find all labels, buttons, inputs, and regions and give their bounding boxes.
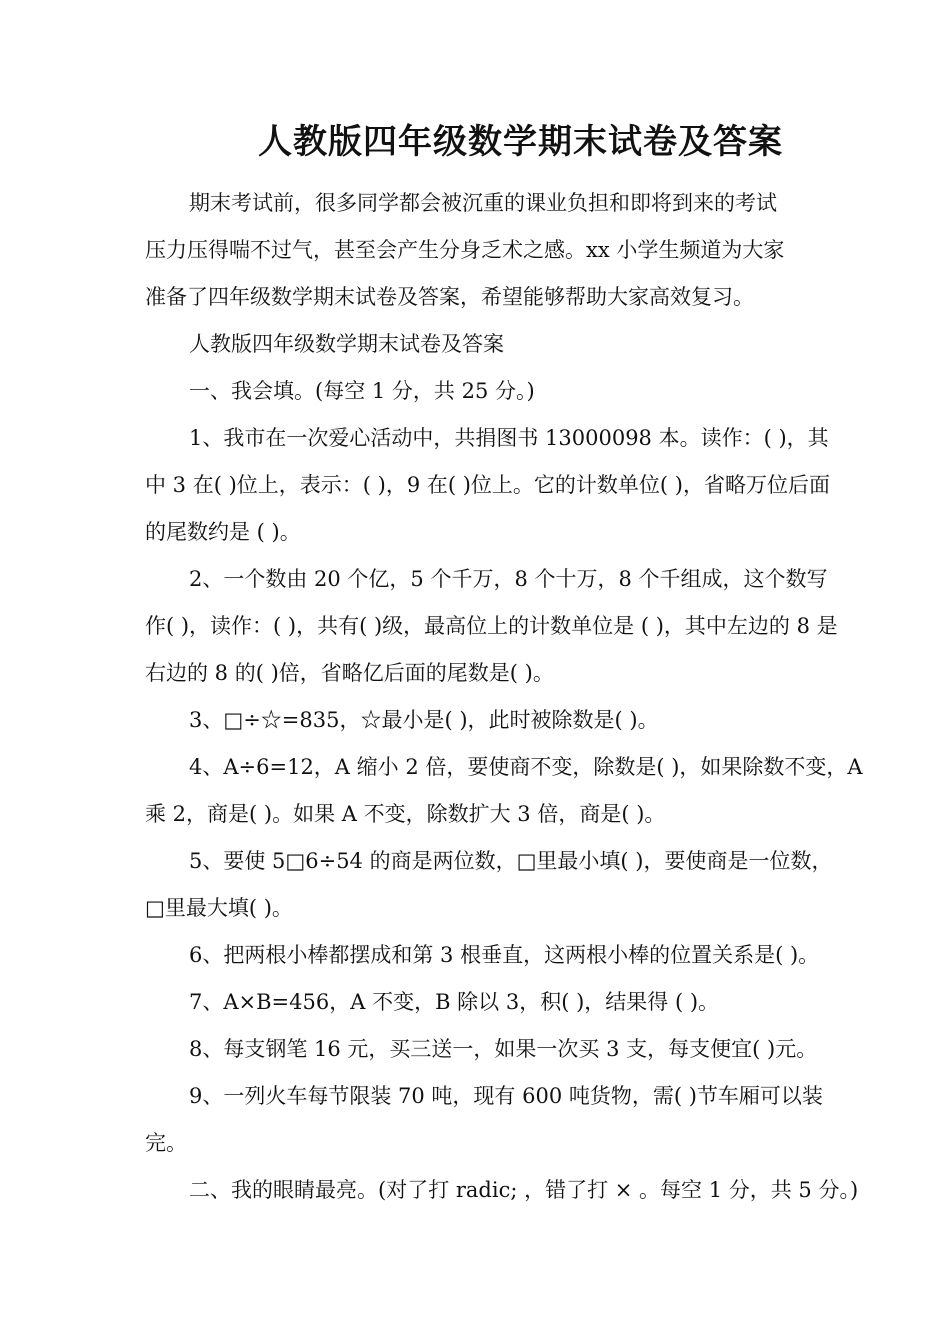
section-heading: 一、我会填。(每空 1 分，共 25 分。) [189, 379, 535, 403]
question-line: 2、一个数由 20 个亿，5 个千万，8 个十万，8 个千组成，这个数写 [189, 567, 828, 591]
paragraph-line: 人教版四年级数学期末试卷及答案 [189, 332, 504, 356]
question-line: □里最大填( )。 [145, 896, 293, 920]
question-line: 作( )，读作：( )，共有( )级，最高位上的计数单位是 ( )，其中左边的 8 是 [145, 614, 838, 638]
question-line: 3、□÷☆=835，☆最小是( )，此时被除数是( )。 [189, 708, 659, 732]
section-heading: 二、我的眼睛最亮。(对了打 radic; ，错了打 × 。每空 1 分，共 5 分。) [189, 1178, 859, 1202]
question-line: 5、要使 5□6÷54 的商是两位数，□里最小填( )，要使商是一位数， [189, 849, 833, 873]
question-line: 的尾数约是 ( )。 [145, 520, 301, 544]
question-line: 完。 [145, 1131, 187, 1155]
question-line: 右边的 8 的( )倍，省略亿后面的尾数是( )。 [145, 661, 554, 685]
paragraph-line: 准备了四年级数学期末试卷及答案，希望能够帮助大家高效复习。 [145, 285, 754, 309]
document-body [145, 180, 863, 1214]
paragraph-line: 期末考试前，很多同学都会被沉重的课业负担和即将到来的考试 [189, 191, 777, 215]
question-line: 1、我市在一次爱心活动中，共捐图书 13000098 本。读作：( )，其 [189, 426, 829, 450]
question-line: 8、每支钢笔 16 元，买三送一，如果一次买 3 支，每支便宜( )元。 [189, 1037, 818, 1061]
question-line: 6、把两根小棒都摆成和第 3 根垂直，这两根小棒的位置关系是( )。 [189, 943, 820, 967]
question-line: 4、A÷6=12，A 缩小 2 倍，要使商不变，除数是( )，如果除数不变，A [189, 755, 863, 779]
question-line: 9、一列火车每节限装 70 吨，现有 600 吨货物，需( )节车厢可以装 [189, 1084, 823, 1108]
document-title: 人教版四年级数学期末试卷及答案 [258, 122, 783, 162]
paragraph-line: 压力压得喘不过气，甚至会产生分身乏术之感。xx 小学生频道为大家 [145, 238, 785, 262]
title-area [0, 0, 950, 200]
question-line: 7、A×B=456，A 不变，B 除以 3，积( )，结果得 ( )。 [189, 990, 720, 1014]
question-line: 中 3 在( )位上，表示：( )，9 在( )位上。它的计数单位( )，省略万位后面 [145, 473, 830, 497]
question-line: 乘 2，商是( )。如果 A 不变，除数扩大 3 倍，商是( )。 [145, 802, 666, 826]
